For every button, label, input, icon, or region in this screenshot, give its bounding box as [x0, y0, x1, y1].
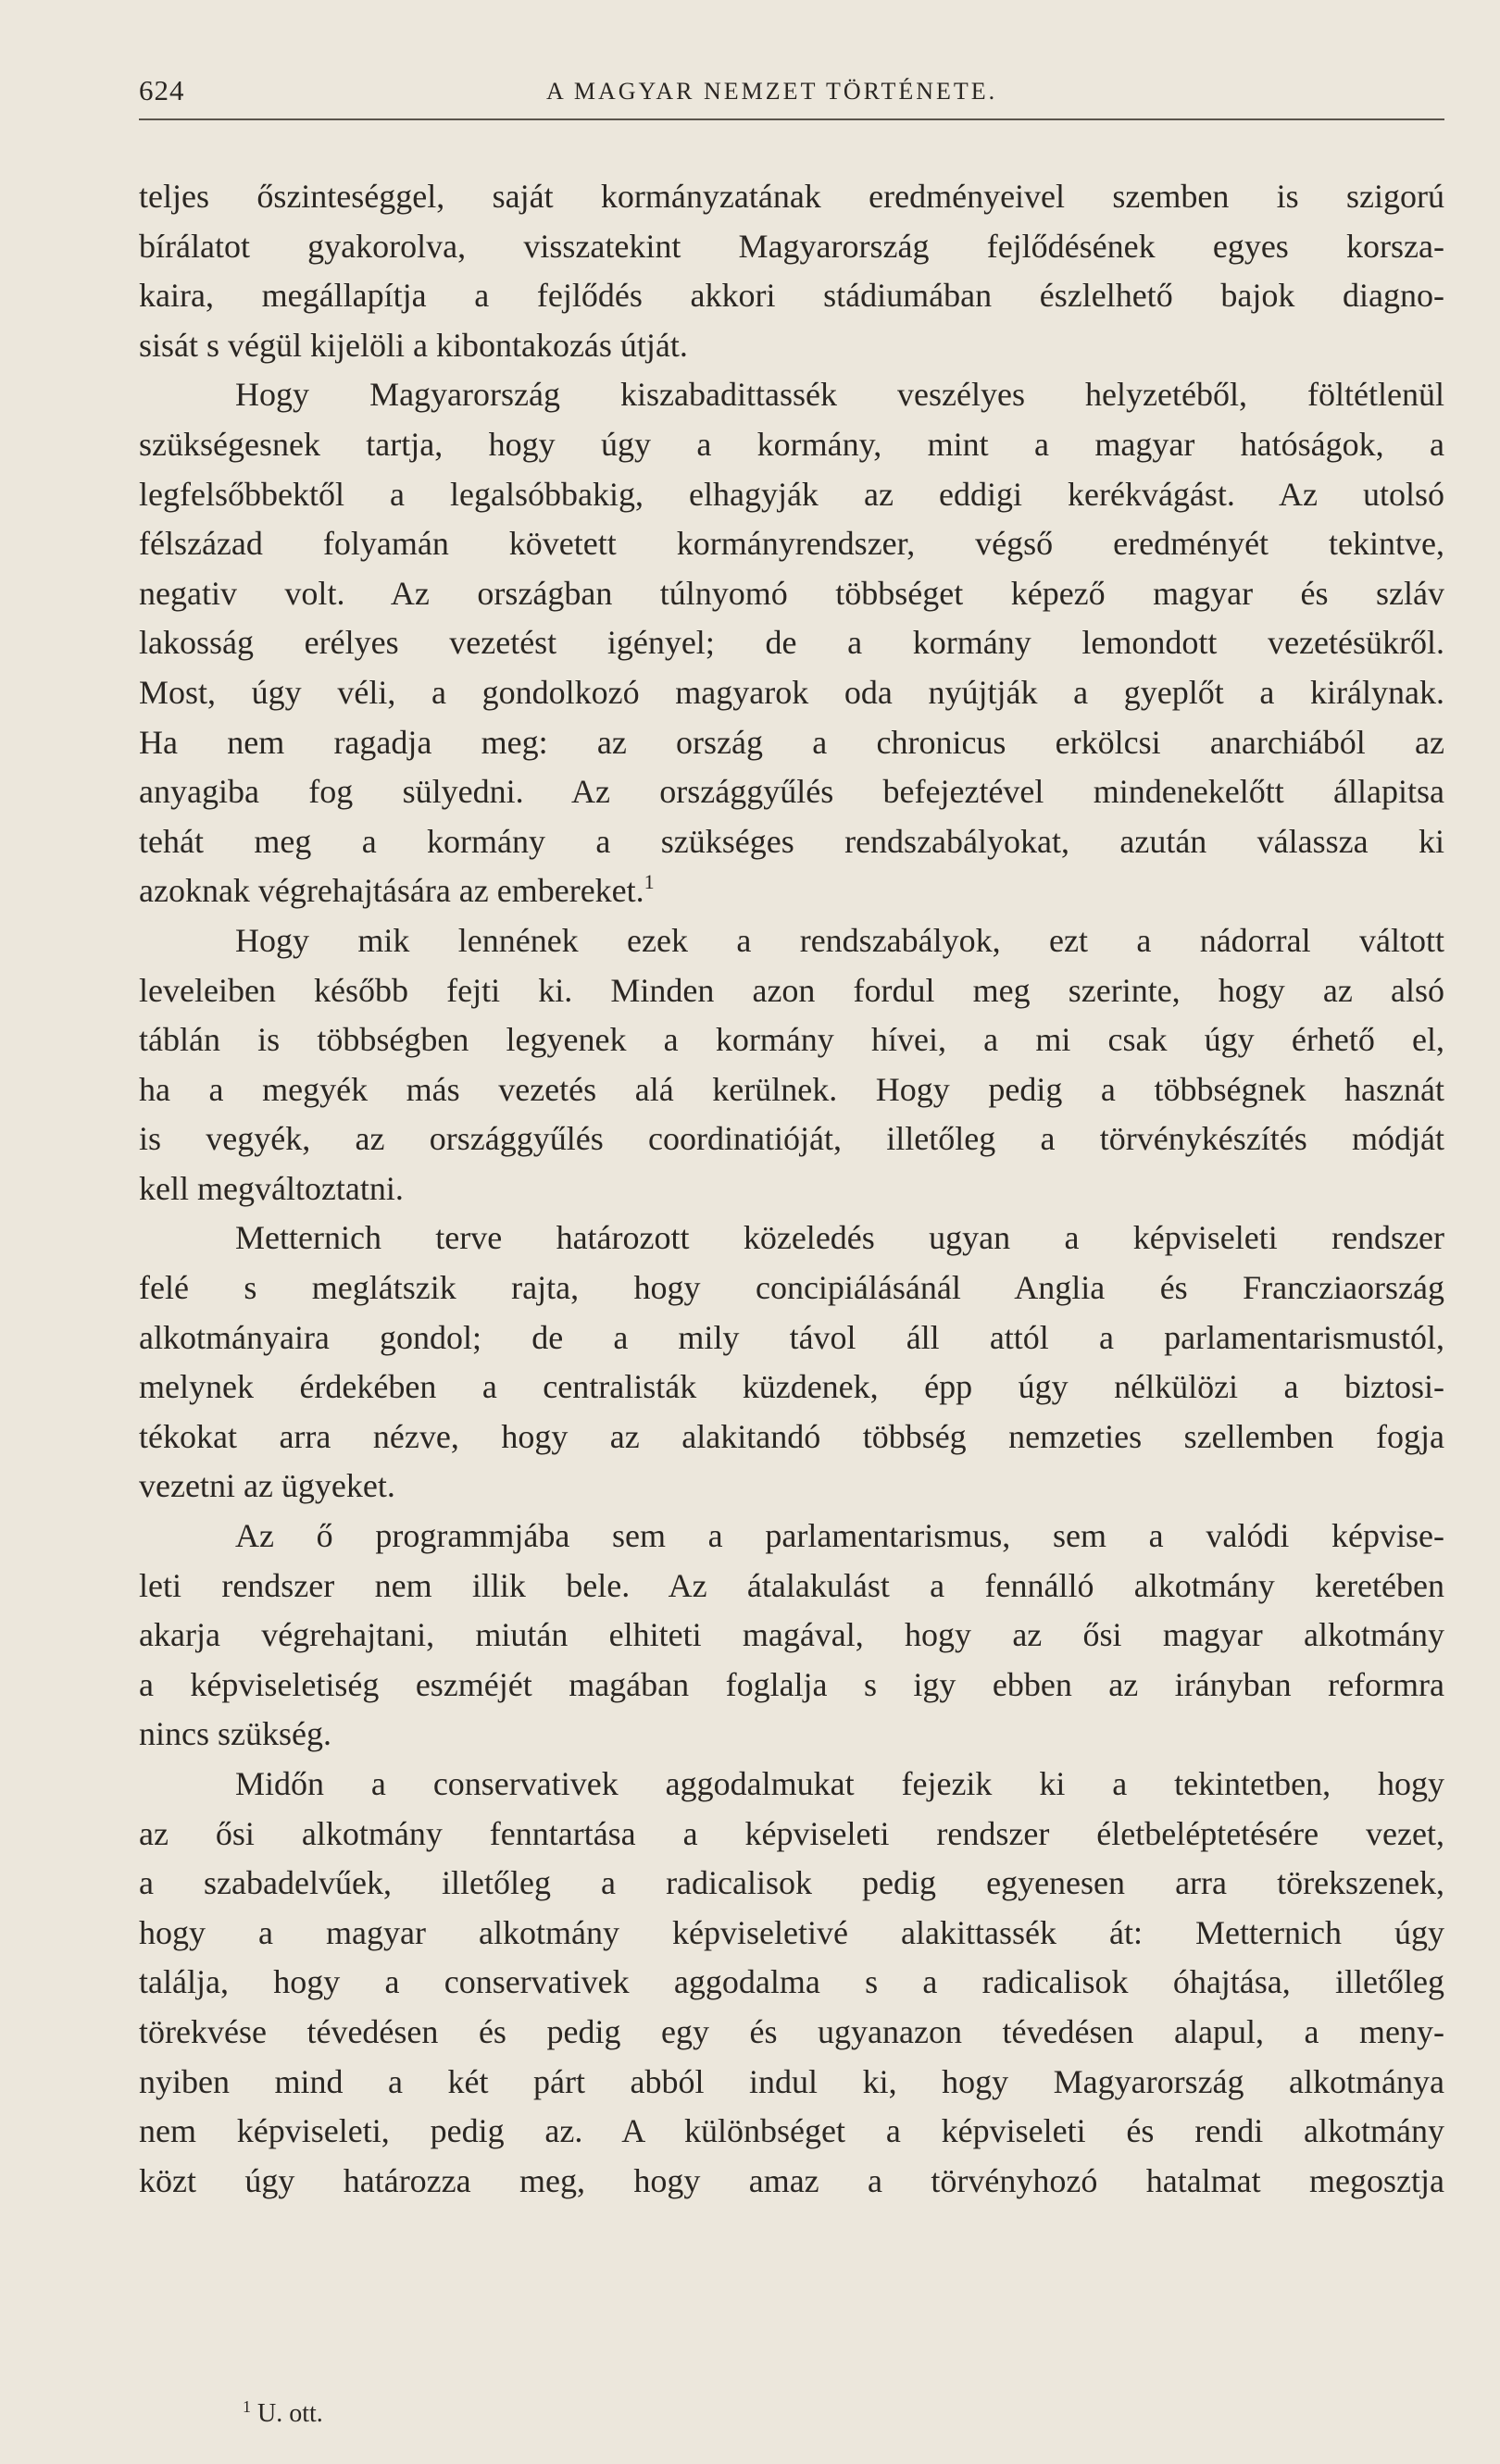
page-header: [139, 70, 1444, 117]
text-line: nincs szükség.: [139, 1715, 331, 1753]
text-line: Most, úgy véli, a gondolkozó magyarok oda nyújtják a gyeplőt a királynak.: [139, 673, 1444, 711]
text-line: félszázad folyamán követett kormányrendszer, végső eredményét tekintve,: [139, 525, 1444, 563]
page-number: 624: [139, 74, 185, 106]
text-line: legfelsőbbektől a legalsóbbakig, elhagyják az eddigi kerékvágást. Az utolsó: [139, 475, 1444, 513]
text-line: szükségesnek tartja, hogy úgy a kormány, mint a magyar hatóságok, a: [139, 425, 1444, 463]
text-line: közt úgy határozza meg, hogy amaz a törvényhozó hatalmat megosztja: [139, 2161, 1444, 2199]
text-line: találja, hogy a conservativek aggodalma s a radicalisok óhajtása, illetőleg: [139, 1963, 1444, 2001]
text-line: nyiben mind a két párt abból indul ki, hogy Magyarország alkotmánya: [139, 2062, 1444, 2100]
text-line: leti rendszer nem illik bele. Az átalakulást a fennálló alkotmány keretében: [139, 1566, 1444, 1604]
text-line-with-footnote: [139, 866, 1444, 916]
text-line: tehát meg a kormány a szükséges rendszabályokat, azután válassza ki: [139, 822, 1444, 860]
text-line: törekvése tévedésen és pedig egy és ugyanazon tévedésen alapul, a meny-: [139, 2012, 1444, 2050]
footnote-text: U. ott.: [257, 2399, 323, 2428]
text-line: melynek érdekében a centralisták küzdenek, épp úgy nélkülözi a biztosi-: [139, 1368, 1444, 1406]
text-line: Metternich terve határozott közeledés ugyan a képviseleti rendszer: [235, 1219, 1444, 1257]
text-line: lakosság erélyes vezetést igényel; de a kormány lemondott vezetésükről.: [139, 624, 1444, 662]
text-line: teljes őszinteséggel, saját kormányzatának eredményeivel szemben is szigorú: [139, 178, 1444, 215]
text-line: leveleiben később fejti ki. Minden azon fordul meg szerinte, hogy az alsó: [139, 971, 1444, 1009]
text-line: ha a megyék más vezetés alá kerülnek. Hogy pedig a többségnek hasznát: [139, 1070, 1444, 1108]
text-line: vezetni az ügyeket.: [139, 1467, 395, 1505]
text-line: a szabadelvűek, illetőleg a radicalisok pedig egyenesen arra törekszenek,: [139, 1864, 1444, 1902]
footnote: [243, 2399, 323, 2429]
text-line: akarja végrehajtani, miután elhiteti magával, hogy az ősi magyar alkotmány: [139, 1616, 1444, 1654]
text-line: Ha nem ragadja meg: az ország a chronicus erkölcsi anarchiából az: [139, 723, 1444, 761]
text-line: felé s meglátszik rajta, hogy concipiálásánál Anglia és Francziaország: [139, 1269, 1444, 1307]
body-text: [139, 172, 1444, 2206]
text-line: táblán is többségben legyenek a kormány hívei, a mi csak úgy érhető el,: [139, 1021, 1444, 1059]
text-line: nem képviseleti, pedig az. A különbséget a képviseleti és rendi alkotmány: [139, 2112, 1444, 2150]
text-line: hogy a magyar alkotmány képviseletivé alakittassék át: Metternich úgy: [139, 1913, 1444, 1951]
text-line: anyagiba fog sülyedni. Az országgyűlés befejeztével mindenekelőtt állapitsa: [139, 773, 1444, 811]
text-line: Hogy Magyarország kiszabadittassék veszélyes helyzetéből, föltétlenül: [235, 376, 1444, 414]
text-line: kaira, megállapítja a fejlődés akkori stádiumában észlelhető bajok diagno-: [139, 277, 1444, 315]
footnote-marker: 1: [243, 2397, 251, 2416]
text-line: az ősi alkotmány fenntartása a képviseleti rendszer életbeléptetésére vezet,: [139, 1814, 1444, 1852]
text-line: bírálatot gyakorolva, visszatekint Magyarország fejlődésének egyes korsza-: [139, 227, 1444, 265]
text-line: is vegyék, az országgyűlés coordinatióját, illetőleg a törvénykészítés módját: [139, 1120, 1444, 1158]
text-line: Midőn a conservativek aggodalmukat fejezik ki a tekintetben, hogy: [235, 1765, 1444, 1802]
text-line: a képviseletiség eszméjét magában foglalja s igy ebben az irányban reformra: [139, 1665, 1444, 1703]
header-rule: [139, 118, 1444, 120]
text-line: Az ő programmjába sem a parlamentarismus, sem a valódi képvise-: [235, 1517, 1444, 1555]
text-line: Hogy mik lennének ezek a rendszabályok, ezt a nádorral váltott: [235, 921, 1444, 959]
text-line: kell megváltoztatni.: [139, 1169, 404, 1207]
footnote-reference: 1: [644, 870, 655, 894]
running-title: A MAGYAR NEMZET TÖRTÉNETE.: [546, 78, 998, 105]
text-line: alkotmányaira gondol; de a mily távol áll attól a parlamentarismustól,: [139, 1318, 1444, 1356]
text-line: negativ volt. Az országban túlnyomó többséget képező magyar és szláv: [139, 574, 1444, 612]
text-line: sisát s végül kijelöli a kibontakozás útját.: [139, 326, 688, 364]
text-line: azoknak végrehajtására az embereket.: [139, 872, 644, 910]
text-line: tékokat arra nézve, hogy az alakitandó többség nemzeties szellemben fogja: [139, 1417, 1444, 1455]
